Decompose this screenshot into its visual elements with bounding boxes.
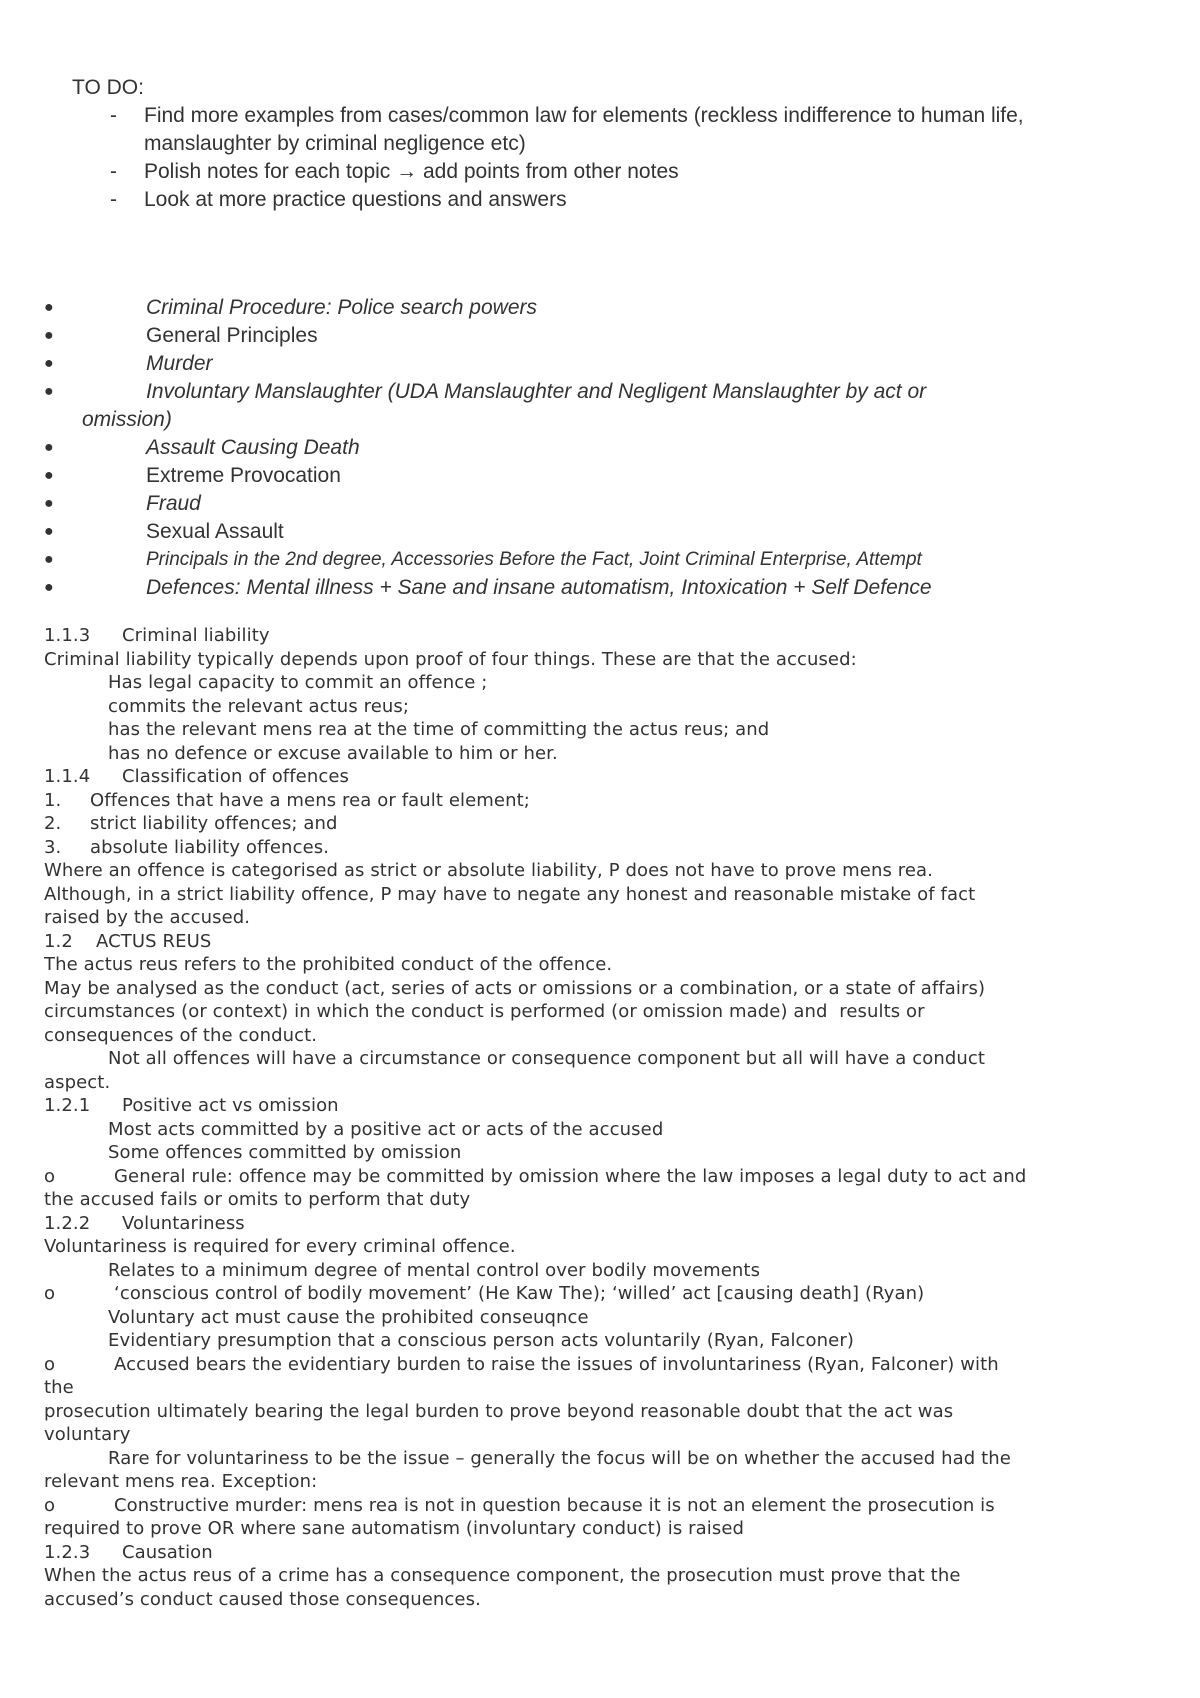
bullet-icon: ● [44, 327, 54, 344]
paragraph: accused’s conduct caused those consequences. [44, 1588, 481, 1610]
bullet-icon: ● [44, 551, 54, 568]
sub-bullet-text: Accused bears the evidentiary burden to raise the issues of involuntariness (Ryan, Falconer) with [114, 1353, 999, 1375]
sub-bullet-line [44, 1494, 1154, 1518]
dash-bullet: - [110, 104, 117, 127]
bullet-icon: ● [44, 439, 54, 456]
section-title: Causation [122, 1541, 213, 1563]
todo-item-text: Look at more practice questions and answers [144, 188, 567, 211]
topic-item [44, 490, 1154, 518]
numbered-line [44, 789, 1154, 813]
circle-bullet-icon: o [44, 1494, 56, 1516]
paragraph: circumstances (or context) in which the conduct is performed (or omission made) and results or [44, 1001, 925, 1022]
section-title: Classification of offences [122, 766, 350, 787]
paragraph: Not all offences will have a circumstance or consequence component but all will have a conduct [108, 1048, 986, 1069]
list-text: absolute liability offences. [90, 836, 330, 858]
bullet-icon: ● [44, 467, 54, 484]
numbered-line [44, 812, 1154, 836]
section-number: 1.2 [44, 930, 73, 952]
topic-text: Defences: Mental illness + Sane and insane automatism, Intoxication + Self Defence [146, 576, 932, 599]
topic-item [44, 294, 1154, 322]
dash-bullet: - [110, 188, 117, 211]
section-title: ACTUS REUS [96, 930, 212, 952]
topic-text: Involuntary Manslaughter (UDA Manslaughter and Negligent Manslaughter by act or [146, 380, 927, 403]
list-number: 2. [44, 813, 62, 834]
notes-body [44, 624, 1154, 1611]
topic-text: Extreme Provocation [146, 464, 341, 487]
section-number: 1.1.3 [44, 625, 91, 646]
section-heading [44, 1094, 1154, 1118]
bullet-icon: ● [44, 523, 54, 540]
paragraph: Voluntariness is required for every criminal offence. [44, 1236, 516, 1257]
list-line: Relates to a minimum degree of mental control over bodily movements [108, 1259, 761, 1281]
paragraph: raised by the accused. [44, 907, 251, 928]
topic-item [44, 434, 1154, 462]
section-heading [44, 930, 1154, 954]
paragraph: Where an offence is categorised as strict or absolute liability, P does not have to prove mens rea. [44, 860, 934, 881]
topic-item [44, 350, 1154, 378]
section-number: 1.2.1 [44, 1095, 91, 1116]
paragraph: consequences of the conduct. [44, 1024, 318, 1046]
topic-text: Principals in the 2nd degree, Accessories Before the Fact, Joint Criminal Enterprise, Attempt [146, 549, 922, 570]
paragraph: The actus reus refers to the prohibited conduct of the offence. [44, 954, 613, 975]
todo-item [72, 102, 1152, 158]
topic-text: Sexual Assault [146, 520, 284, 543]
topic-item [44, 546, 1154, 574]
bullet-icon: ● [44, 299, 54, 316]
circle-bullet-icon: o [44, 1353, 56, 1375]
topic-text: Murder [146, 352, 213, 375]
circle-bullet-icon: o [44, 1165, 56, 1187]
section-heading [44, 765, 1154, 789]
paragraph: May be analysed as the conduct (act, series of acts or omissions or a combination, or a state of affairs) [44, 977, 986, 999]
section-heading [44, 624, 1154, 648]
topic-item [44, 518, 1154, 546]
paragraph: When the actus reus of a crime has a consequence component, the prosecution must prove that the [44, 1565, 961, 1586]
section-title: Positive act vs omission [122, 1095, 339, 1116]
list-line: Some offences committed by omission [108, 1142, 462, 1163]
paragraph: relevant mens rea. Exception: [44, 1471, 318, 1492]
sub-bullet-text: ‘conscious control of bodily movement’ (He Kaw The); ‘willed’ act [causing death] (Ryan) [114, 1283, 925, 1304]
list-number: 1. [44, 789, 62, 811]
list-line: has the relevant mens rea at the time of committing the actus reus; and [108, 719, 770, 740]
bullet-icon: ● [44, 495, 54, 512]
todo-title: TO DO: [72, 76, 144, 99]
topic-item [44, 322, 1154, 350]
topic-text: Assault Causing Death [146, 436, 360, 459]
list-line: Rare for voluntariness to be the issue – generally the focus will be on whether the accused had the [108, 1447, 1011, 1469]
todo-item-text: Polish notes for each topic → add points from other notes [144, 160, 679, 183]
sub-bullet-line [44, 1282, 1154, 1306]
list-line: Has legal capacity to commit an offence ; [108, 672, 488, 693]
list-line: has no defence or excuse available to him or her. [108, 742, 558, 764]
bullet-icon: ● [44, 383, 54, 400]
topic-item [44, 462, 1154, 490]
sub-bullet-line [44, 1353, 1154, 1377]
paragraph: the accused fails or omits to perform that duty [44, 1189, 471, 1210]
todo-item-text: Find more examples from cases/common law for elements (reckless indifference to human life, manslaughter by criminal negligence etc) [144, 104, 1024, 155]
topic-text: Criminal Procedure: Police search powers [146, 296, 537, 319]
section-title: Criminal liability [122, 625, 270, 646]
section-heading [44, 1541, 1154, 1565]
list-text: Offences that have a mens rea or fault element; [90, 789, 530, 811]
section-number: 1.2.2 [44, 1212, 91, 1234]
paragraph: Although, in a strict liability offence, P may have to negate any honest and reasonable mistake of fact [44, 883, 976, 905]
sub-bullet-line [44, 1165, 1154, 1189]
paragraph: Criminal liability typically depends upon proof of four things. These are that the accused: [44, 648, 857, 670]
paragraph: required to prove OR where sane automatism (involuntary conduct) is raised [44, 1518, 745, 1539]
todo-item [72, 158, 1152, 186]
sub-bullet-text: General rule: offence may be committed by omission where the law imposes a legal duty to act and [114, 1165, 1027, 1187]
section-title: Voluntariness [122, 1212, 245, 1234]
topic-item [44, 574, 1154, 602]
section-number: 1.1.4 [44, 766, 91, 787]
circle-bullet-icon: o [44, 1283, 56, 1304]
topic-text: General Principles [146, 324, 318, 347]
bullet-icon: ● [44, 355, 54, 372]
topics-list [44, 294, 1154, 602]
sub-bullet-text: Constructive murder: mens rea is not in question because it is not an element the prosecution is [114, 1494, 995, 1516]
list-line: Evidentiary presumption that a conscious person acts voluntarily (Ryan, Falconer) [108, 1330, 854, 1351]
paragraph: the [44, 1377, 74, 1398]
section-number: 1.2.3 [44, 1541, 91, 1563]
list-line: commits the relevant actus reus; [108, 695, 410, 717]
list-text: strict liability offences; and [90, 813, 338, 834]
topic-text: Fraud [146, 492, 201, 515]
dash-bullet: - [110, 160, 117, 183]
numbered-line [44, 836, 1154, 860]
todo-item [72, 186, 1152, 214]
topic-item [44, 378, 1154, 434]
list-line: Voluntary act must cause the prohibited conseuqnce [108, 1306, 589, 1328]
paragraph: aspect. [44, 1071, 111, 1093]
todo-section [72, 74, 1152, 214]
list-line: Most acts committed by a positive act or acts of the accused [108, 1118, 664, 1140]
list-number: 3. [44, 836, 62, 858]
todo-list [72, 102, 1152, 214]
paragraph: voluntary [44, 1424, 131, 1445]
bullet-icon: ● [44, 579, 54, 596]
topic-text-continuation: omission) [82, 408, 172, 431]
paragraph: prosecution ultimately bearing the legal burden to prove beyond reasonable doubt that the act was [44, 1400, 954, 1422]
section-heading [44, 1212, 1154, 1236]
